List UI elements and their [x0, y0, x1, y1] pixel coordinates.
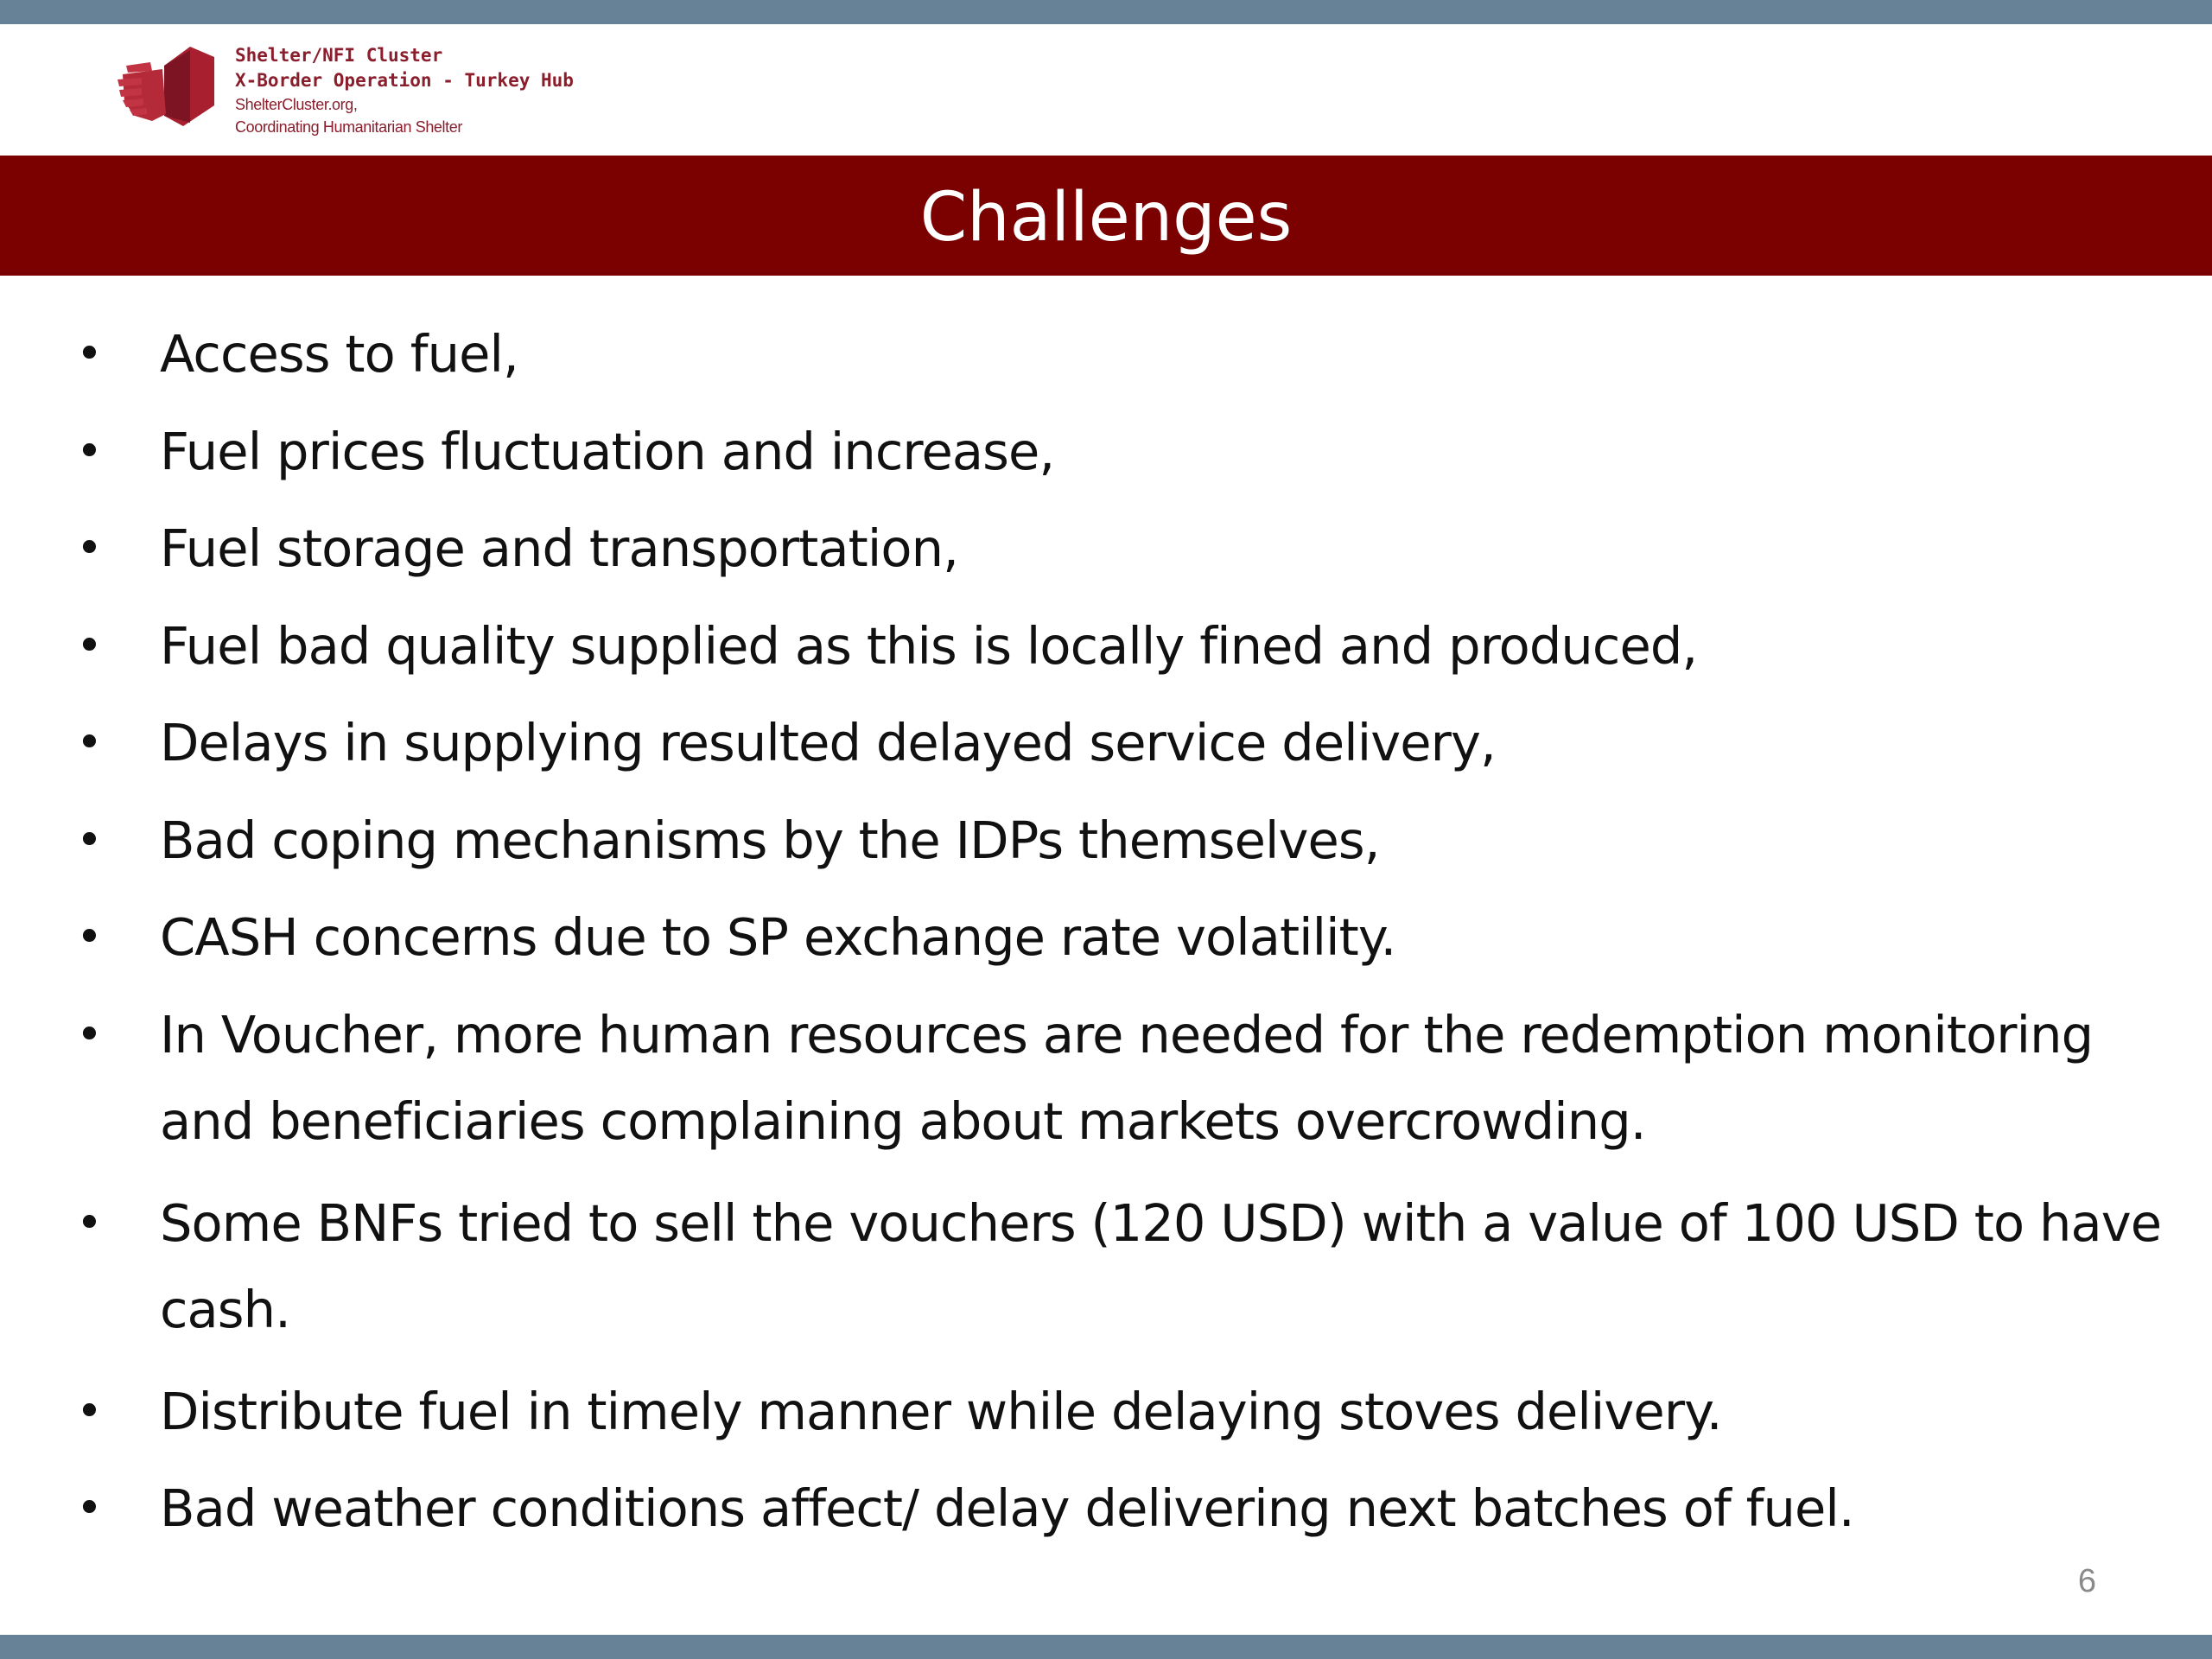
logo-cluster-name: Shelter/NFI Cluster	[235, 45, 443, 66]
list-item	[0, 603, 2212, 690]
bullet-icon: •	[76, 814, 102, 867]
bullet-text: Access to fuel,	[160, 324, 518, 384]
slide-title: Challenges	[919, 178, 1293, 257]
title-band	[0, 156, 2212, 276]
list-item	[0, 700, 2212, 786]
bottom-strip	[0, 1635, 2212, 1659]
logo-tagline: Coordinating Humanitarian Shelter	[235, 118, 462, 136]
list-item	[0, 1465, 2212, 1552]
bullet-icon: •	[76, 425, 102, 478]
list-item	[0, 798, 2212, 884]
page-number: 6	[2077, 1563, 2096, 1599]
hand-house-icon	[118, 45, 214, 128]
bullet-icon: •	[76, 620, 102, 672]
bullet-icon: •	[76, 717, 102, 769]
bullet-icon: •	[76, 523, 102, 575]
bullet-text: CASH concerns due to SP exchange rate volatility.	[160, 907, 1396, 967]
bullet-icon: •	[76, 1483, 102, 1535]
bullet-list	[0, 311, 2212, 1563]
bullet-icon: •	[76, 328, 102, 380]
bullet-text: Fuel prices fluctuation and increase,	[160, 421, 1055, 481]
logo-website: ShelterCluster.org,	[235, 96, 358, 113]
bullet-text: Bad weather conditions affect/ delay delivering next batches of fuel.	[160, 1478, 1854, 1538]
list-item	[0, 894, 2212, 981]
bullet-icon: •	[76, 1197, 102, 1249]
bullet-icon: •	[76, 1008, 102, 1061]
logo-operation: X-Border Operation - Turkey Hub	[235, 70, 574, 91]
bullet-text: In Voucher, more human resources are needed for the redemption monitoring and beneficiaries complaining about markets overcrowding.	[160, 1004, 2094, 1151]
logo-text	[235, 43, 574, 138]
list-item	[0, 311, 2212, 397]
list-item	[0, 1369, 2212, 1455]
bullet-text: Fuel storage and transportation,	[160, 518, 958, 578]
bullet-text: Fuel bad quality supplied as this is locally fined and produced,	[160, 615, 1698, 676]
bullet-text: Some BNFs tried to sell the vouchers (120 USD) with a value of 100 USD to have cash.	[160, 1192, 2162, 1339]
list-item	[0, 992, 2212, 1165]
bullet-text: Distribute fuel in timely manner while delaying stoves delivery.	[160, 1381, 1722, 1441]
bullet-icon: •	[76, 912, 102, 963]
top-strip	[0, 0, 2212, 24]
shelter-cluster-logo	[118, 43, 653, 138]
bullet-text: Bad coping mechanisms by the IDPs themselves,	[160, 810, 1380, 870]
list-item	[0, 1180, 2212, 1353]
list-item	[0, 409, 2212, 495]
bullet-icon: •	[76, 1385, 102, 1438]
bullet-text: Delays in supplying resulted delayed service delivery,	[160, 713, 1496, 772]
list-item	[0, 505, 2212, 592]
